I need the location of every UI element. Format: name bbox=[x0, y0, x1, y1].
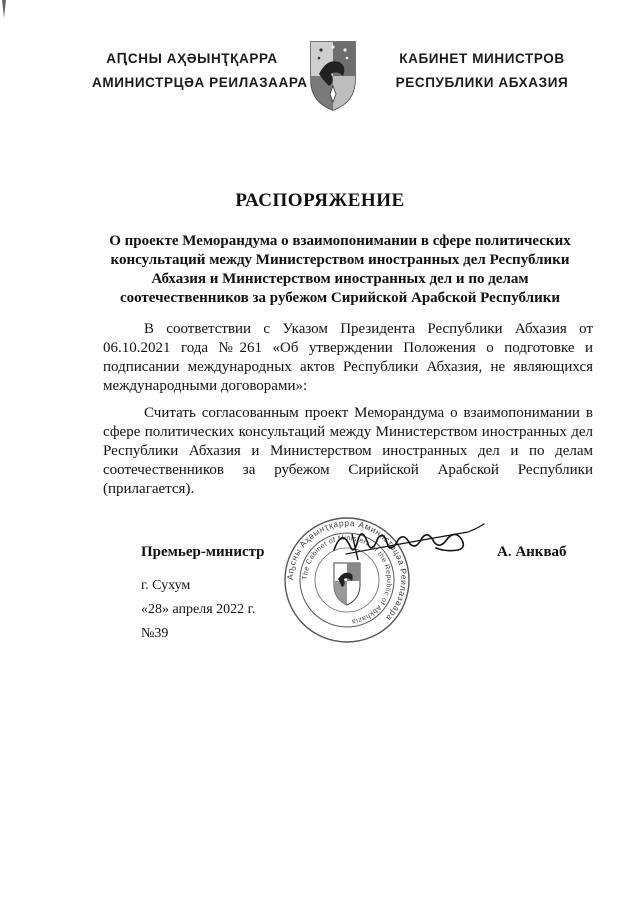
issue-place: г. Сухум bbox=[141, 578, 191, 593]
signatory-name: А. Анкваб bbox=[497, 544, 567, 560]
document-title: РАСПОРЯЖЕНИЕ bbox=[235, 190, 405, 211]
seal-inner-text: The Cabinet of Ministers of the Republic of Abkhazia bbox=[301, 534, 393, 625]
handwritten-signature bbox=[328, 520, 488, 566]
header-abkhaz bbox=[92, 47, 308, 95]
header-abkhaz-line2: АМИНИСТРЦӘА РЕИЛАЗААРА bbox=[92, 75, 308, 90]
coat-of-arms-icon bbox=[309, 40, 357, 112]
decision-paragraph: Считать согласованным проект Меморандума о взаимопонимании в сфере политических консультаций между Министерством иностранных дел Республики Абхазия и Министерством иностранных дел и по делам соотечественников за рубежом Сирийской Арабской Республики (прилагается). bbox=[103, 405, 593, 497]
document-subject: О проекте Меморандума о взаимопонимании в сфере политических консультаций между Министерством иностранных дел Республики Абхазия и Министерством иностранных дел и по делам соотечественников за рубежом Сирийской Арабской Республики bbox=[109, 233, 571, 306]
issue-date: «28» апреля 2022 г. bbox=[141, 602, 256, 617]
seal-outer-text: Аҧсны Аҳәынҭқарра Аминистрцәа Реилазаара bbox=[284, 517, 410, 624]
signatory-position: Премьер-министр bbox=[141, 544, 265, 560]
preamble-paragraph: В соответствии с Указом Президента Республики Абхазия от 06.10.2021 года №261 «Об утверждении Положения о подготовке и подписании международных актов Республики Абхазия, не являющихся международными договорами»: bbox=[103, 321, 593, 394]
header-russian bbox=[382, 47, 582, 95]
header-russian-line2: РЕСПУБЛИКИ АБХАЗИЯ bbox=[395, 75, 569, 90]
document-number: №39 bbox=[141, 626, 169, 641]
header-russian-line1: КАБИНЕТ МИНИСТРОВ bbox=[399, 51, 565, 66]
header-abkhaz-line1: АԤСНЫ АҲӘЫНҬҚАРРА bbox=[106, 51, 278, 66]
scan-corner-mark-icon bbox=[0, 0, 14, 20]
